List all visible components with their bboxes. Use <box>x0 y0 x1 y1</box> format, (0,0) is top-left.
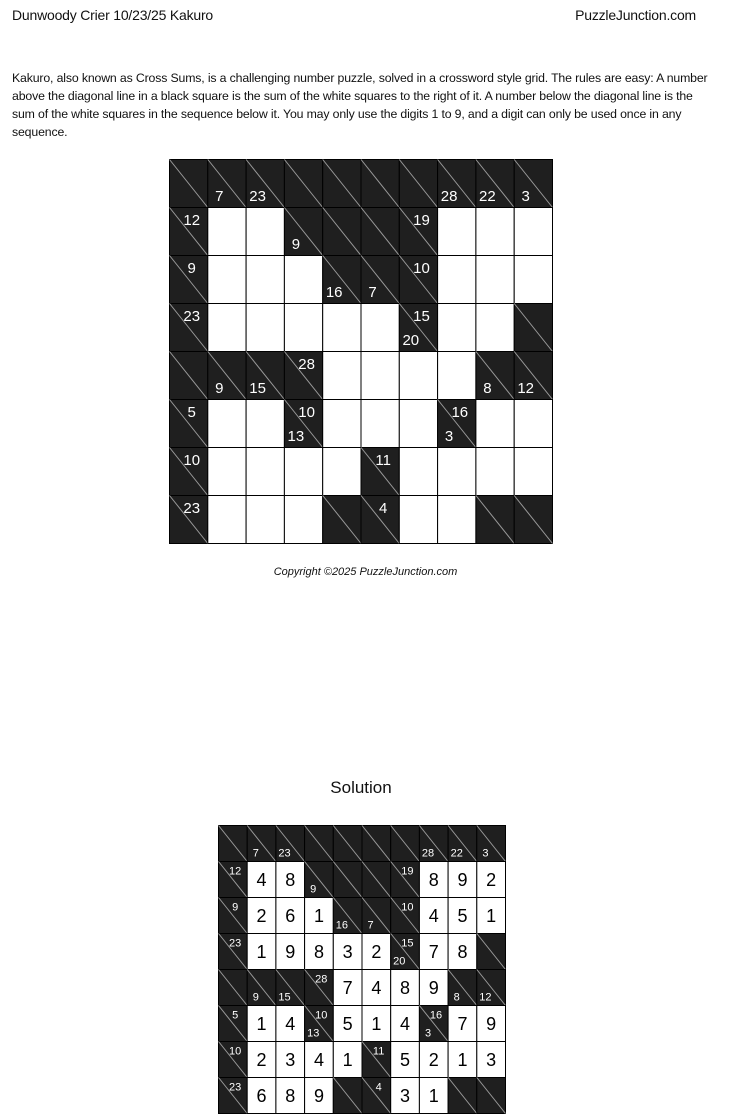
puzzle-across-clue: 5 <box>187 403 196 421</box>
solution-across-clue: 28 <box>315 973 328 986</box>
solution-solution-digit: 1 <box>256 941 267 962</box>
puzzle-down-clue: 16 <box>325 283 343 301</box>
puzzle-down-clue: 3 <box>521 187 530 205</box>
solution-down-clue: 9 <box>252 991 259 1004</box>
puzzle-across-clue: 11 <box>375 451 392 469</box>
puzzle-answer-cell[interactable] <box>399 448 437 496</box>
solution-down-clue: 13 <box>307 1027 320 1040</box>
solution-solution-digit: 8 <box>285 1085 296 1106</box>
solution-across-clue: 23 <box>229 1081 242 1094</box>
solution-down-clue: 22 <box>450 847 463 860</box>
puzzle-answer-cell[interactable] <box>208 400 246 448</box>
solution-heading: Solution <box>330 778 392 797</box>
solution-solution-digit: 2 <box>428 1049 439 1070</box>
puzzle-answer-cell[interactable] <box>323 400 361 448</box>
puzzle-answer-cell[interactable] <box>361 400 399 448</box>
solution-down-clue: 9 <box>310 883 317 896</box>
instructions-text: Kakuro, also known as Cross Sums, is a challenging number puzzle, solved in a crossword style grid. The rules are easy: A number above the diagonal line in a black square is the sum of the white squares to the right of it. A number below the diagonal line is the sum of the white squares in the sequence below it. You may only use the digits 1 to 9, and a digit can only be used once in any sequence. <box>12 71 708 139</box>
puzzle-down-clue: 13 <box>287 427 305 445</box>
puzzle-answer-cell[interactable] <box>399 496 437 544</box>
solution-solution-digit: 1 <box>457 1049 468 1070</box>
solution-down-clue: 15 <box>278 991 291 1004</box>
solution-solution-digit: 9 <box>457 869 468 890</box>
solution-solution-digit: 2 <box>371 941 382 962</box>
solution-solution-digit: 6 <box>256 1085 267 1106</box>
puzzle-answer-cell[interactable] <box>438 208 476 256</box>
solution-solution-digit: 7 <box>342 977 353 998</box>
puzzle-across-clue: 19 <box>413 211 430 229</box>
puzzle-across-clue: 12 <box>183 211 201 229</box>
puzzle-answer-cell[interactable] <box>246 448 284 496</box>
solution-solution-digit: 3 <box>486 1049 497 1070</box>
solution-across-clue: 10 <box>315 1009 328 1022</box>
kakuro-puzzle-grid <box>169 159 554 545</box>
solution-down-clue: 16 <box>335 919 349 932</box>
solution-across-clue: 10 <box>401 901 414 914</box>
solution-across-clue: 9 <box>232 901 239 914</box>
puzzle-answer-cell[interactable] <box>284 496 322 544</box>
puzzle-down-clue: 7 <box>215 187 224 205</box>
puzzle-answer-cell[interactable] <box>514 400 552 448</box>
solution-solution-digit: 8 <box>428 869 439 890</box>
puzzle-down-clue: 15 <box>249 379 266 397</box>
solution-down-clue: 23 <box>278 847 291 860</box>
solution-down-clue: 7 <box>367 919 374 932</box>
solution-solution-digit: 9 <box>428 977 439 998</box>
solution-solution-digit: 5 <box>400 1049 411 1070</box>
puzzle-answer-cell[interactable] <box>323 448 361 496</box>
puzzle-answer-cell[interactable] <box>438 496 476 544</box>
solution-solution-digit: 5 <box>342 1013 353 1034</box>
solution-across-clue: 16 <box>429 1009 443 1022</box>
solution-across-clue: 5 <box>232 1009 239 1022</box>
puzzle-answer-cell[interactable] <box>514 208 552 256</box>
puzzle-answer-cell[interactable] <box>284 256 322 304</box>
solution-down-clue: 12 <box>479 991 492 1004</box>
puzzle-answer-cell[interactable] <box>208 448 246 496</box>
puzzle-down-clue: 20 <box>402 331 420 349</box>
puzzle-answer-cell[interactable] <box>438 304 476 352</box>
puzzle-answer-cell[interactable] <box>208 304 246 352</box>
solution-solution-digit: 2 <box>486 869 497 890</box>
puzzle-answer-cell[interactable] <box>246 400 284 448</box>
solution-solution-digit: 9 <box>486 1013 497 1034</box>
puzzle-answer-cell[interactable] <box>476 304 514 352</box>
solution-solution-digit: 1 <box>428 1085 439 1106</box>
puzzle-answer-cell[interactable] <box>361 352 399 400</box>
puzzle-across-clue: 15 <box>413 307 430 325</box>
solution-down-clue: 3 <box>424 1027 432 1040</box>
solution-solution-digit: 1 <box>256 1013 267 1034</box>
solution-solution-digit: 8 <box>285 869 296 890</box>
solution-solution-digit: 9 <box>313 1085 324 1106</box>
puzzle-answer-cell[interactable] <box>284 304 322 352</box>
puzzle-down-clue: 3 <box>444 427 454 445</box>
solution-across-clue: 23 <box>229 937 242 950</box>
solution-solution-digit: 8 <box>313 941 324 962</box>
solution-solution-digit: 4 <box>428 905 439 926</box>
kakuro-solution-grid <box>218 825 507 1115</box>
puzzle-down-clue: 28 <box>440 187 458 205</box>
solution-down-clue: 3 <box>482 847 489 860</box>
puzzle-across-clue: 10 <box>413 259 430 277</box>
puzzle-down-clue: 23 <box>249 187 266 205</box>
puzzle-answer-cell[interactable] <box>514 448 552 496</box>
puzzle-across-clue: 23 <box>183 499 201 517</box>
puzzle-down-clue: 7 <box>368 283 377 301</box>
puzzle-answer-cell[interactable] <box>246 496 284 544</box>
puzzle-answer-cell[interactable] <box>323 304 361 352</box>
solution-solution-digit: 1 <box>371 1013 382 1034</box>
puzzle-answer-cell[interactable] <box>476 208 514 256</box>
puzzle-answer-cell[interactable] <box>208 496 246 544</box>
puzzle-answer-cell[interactable] <box>399 352 437 400</box>
solution-solution-digit: 9 <box>285 941 296 962</box>
puzzle-answer-cell[interactable] <box>438 352 476 400</box>
solution-solution-digit: 8 <box>457 941 468 962</box>
puzzle-across-clue: 10 <box>298 403 315 421</box>
puzzle-answer-cell[interactable] <box>438 256 476 304</box>
solution-solution-digit: 4 <box>256 869 267 890</box>
solution-across-clue: 11 <box>372 1045 385 1058</box>
solution-solution-digit: 2 <box>256 905 267 926</box>
puzzle-answer-cell[interactable] <box>208 256 246 304</box>
puzzle-across-clue: 10 <box>183 451 201 469</box>
puzzle-across-clue: 16 <box>451 403 469 421</box>
solution-solution-digit: 4 <box>313 1049 324 1070</box>
solution-solution-digit: 5 <box>457 905 468 926</box>
solution-solution-digit: 1 <box>486 905 497 926</box>
solution-across-clue: 15 <box>401 937 414 950</box>
puzzle-answer-cell[interactable] <box>323 352 361 400</box>
solution-solution-digit: 3 <box>400 1085 411 1106</box>
puzzle-answer-cell[interactable] <box>284 448 322 496</box>
solution-across-clue: 19 <box>401 865 414 878</box>
solution-down-clue: 8 <box>453 991 460 1004</box>
solution-across-clue: 12 <box>229 865 242 878</box>
puzzle-across-clue: 23 <box>183 307 201 325</box>
puzzle-across-clue: 9 <box>187 259 196 277</box>
puzzle-answer-cell[interactable] <box>514 256 552 304</box>
copyright-text: Copyright ©2025 PuzzleJunction.com <box>273 566 458 578</box>
solution-down-clue: 7 <box>252 847 259 860</box>
solution-solution-digit: 7 <box>428 941 439 962</box>
puzzle-answer-cell[interactable] <box>476 448 514 496</box>
puzzle-answer-cell[interactable] <box>246 256 284 304</box>
puzzle-down-clue: 22 <box>479 187 496 205</box>
solution-solution-digit: 4 <box>371 977 382 998</box>
puzzle-down-clue: 8 <box>483 379 492 397</box>
puzzle-down-clue: 9 <box>291 235 301 253</box>
puzzle-across-clue: 28 <box>298 355 315 373</box>
solution-solution-digit: 1 <box>313 905 324 926</box>
puzzle-answer-cell[interactable] <box>438 448 476 496</box>
solution-across-clue: 4 <box>375 1081 382 1094</box>
solution-solution-digit: 3 <box>342 941 353 962</box>
solution-solution-digit: 4 <box>400 1013 411 1034</box>
solution-across-clue: 10 <box>229 1045 242 1058</box>
solution-solution-digit: 6 <box>285 905 296 926</box>
puzzle-down-clue: 9 <box>215 379 224 397</box>
puzzle-answer-cell[interactable] <box>208 208 246 256</box>
puzzle-answer-cell[interactable] <box>246 304 284 352</box>
solution-solution-digit: 7 <box>457 1013 468 1034</box>
solution-solution-digit: 8 <box>400 977 411 998</box>
puzzle-title: Dunwoody Crier 10/23/25 Kakuro <box>12 7 214 23</box>
puzzle-answer-cell[interactable] <box>246 208 284 256</box>
puzzle-across-clue: 4 <box>379 499 388 517</box>
puzzle-answer-cell[interactable] <box>399 400 437 448</box>
puzzle-answer-cell[interactable] <box>476 400 514 448</box>
solution-down-clue: 20 <box>393 955 406 968</box>
solution-solution-digit: 2 <box>256 1049 267 1070</box>
puzzle-answer-cell[interactable] <box>361 304 399 352</box>
puzzle-answer-cell[interactable] <box>476 256 514 304</box>
solution-solution-digit: 3 <box>285 1049 296 1070</box>
solution-solution-digit: 1 <box>342 1049 353 1070</box>
solution-solution-digit: 4 <box>285 1013 296 1034</box>
site-name: PuzzleJunction.com <box>575 7 696 23</box>
puzzle-down-clue: 12 <box>517 379 535 397</box>
solution-down-clue: 28 <box>421 847 435 860</box>
